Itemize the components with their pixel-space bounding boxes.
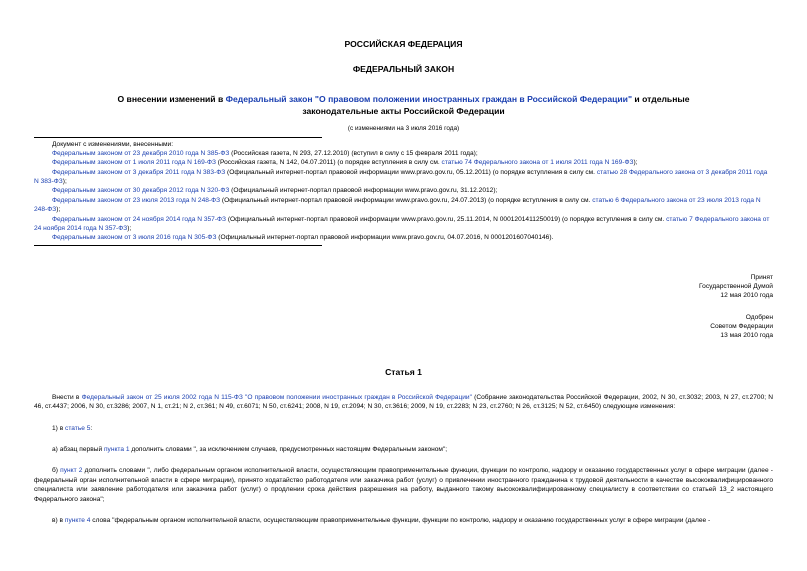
change-item <box>34 196 773 215</box>
change-item-text: (Официальный интернет-портал правовой информации www.pravo.gov.ru, 25.11.2014, N 0001201411250019) (о порядке вступления в силу см. <box>226 215 667 223</box>
paragraph-text: б) <box>52 467 61 475</box>
paragraph-text: в) в <box>52 516 65 524</box>
change-item-text: ); <box>56 206 61 214</box>
law-type-heading: ФЕДЕРАЛЬНЫЙ ЗАКОН <box>352 64 455 75</box>
law-115-link[interactable]: Федеральный закон от 25 июля 2002 года N 115-ФЗ "О правовом положении иностранных граждан в Российской Федерации" <box>81 394 472 401</box>
duma-date: 12 мая 2010 года <box>720 292 773 300</box>
entry-into-force-link[interactable]: статью 28 Федерального закона от 3 декабря 2011 года N 383-ФЗ <box>34 168 768 186</box>
changes-intro: Документ с изменениями, внесенными: <box>52 140 174 148</box>
amending-law-link[interactable]: Федеральным законом от 23 июля 2013 года N 248-ФЗ <box>52 196 221 204</box>
article-paragraph <box>34 393 773 412</box>
changes-list <box>34 140 773 243</box>
entry-into-force-link[interactable]: статью 6 Федерального закона от 23 июля 2013 года N 248-ФЗ <box>34 196 761 214</box>
amending-law-link[interactable]: Федеральным законом от 3 декабря 2011 года N 383-ФЗ <box>52 168 226 176</box>
change-item <box>34 233 773 242</box>
paragraph-text: дополнить словами ", либо федеральным органом исполнительной власти, осуществляющим правоприменительные функции, функции по контролю, надзору и оказанию государственных услуг в сфере миграции (далее - федеральный орган исполнительной власти в сфере миграции), принято ходатайство работодателя или заказчика работ (услуг) о привлечении иностранного гражданина к трудовой деятельности в качестве высококвалифицированного специалиста или заявление работодателя или заказчика работ (услуг) о продлении срока действия разрешения на работу, выданного такому высококвалифицированному специалисту в соответствии со статьей 13_2 настоящего Федерального закона"; <box>34 467 773 503</box>
duma-label: Государственной Думой <box>699 283 773 290</box>
change-item <box>34 149 773 158</box>
as-of-note: (с изменениями на 3 июля 2016 года) <box>347 124 460 132</box>
adoption-block <box>34 273 773 341</box>
amending-law-link[interactable]: Федеральным законом от 3 июля 2016 года N 305-ФЗ <box>52 234 217 242</box>
amending-law-link[interactable]: Федеральным законом от 30 декабря 2012 года N 320-ФЗ <box>52 187 230 195</box>
paragraph-text: слова "федеральным органом исполнительной власти, осуществляющим правоприменительные функции, функции по контролю, надзору и оказанию государственных услуг в сфере миграции (далее - <box>90 516 711 524</box>
accepted-label: Принят <box>750 273 773 281</box>
article-paragraph <box>34 516 773 525</box>
article-paragraph <box>34 424 773 433</box>
council-label: Советом Федерации <box>710 323 773 331</box>
article-body <box>34 393 773 525</box>
approved-label: Одобрен <box>745 313 773 321</box>
entry-into-force-link[interactable]: статью 7 Федерального закона от 24 ноября 2014 года N 357-ФЗ <box>34 215 770 232</box>
change-item-text: (Официальный интернет-портал правовой информации www.pravo.gov.ru, 31.12.2012); <box>229 187 498 195</box>
point-1-link[interactable]: пункта 1 <box>103 446 130 454</box>
change-item-text: ); <box>62 178 67 186</box>
law-title-text-1: О внесении изменений в <box>117 94 226 105</box>
paragraph-text: а) абзац первый <box>52 446 104 454</box>
change-item-text: (Российская газета, N 142, 04.07.2011) (о порядке вступления в силу см. <box>215 159 442 167</box>
council-date: 13 мая 2010 года <box>720 332 773 340</box>
amending-law-link[interactable]: Федеральным законом от 24 ноября 2014 года N 357-ФЗ <box>52 215 227 223</box>
paragraph-text: Внести в <box>52 394 82 401</box>
change-item-text: ); <box>633 159 638 167</box>
law-title-link[interactable]: Федеральный закон "О правовом положении иностранных граждан в Российской Федерации" <box>225 94 633 105</box>
article-5-link[interactable]: статье 5 <box>65 424 91 432</box>
paragraph-text: дополнить словами ", за исключением случаев, предусмотренных настоящим Федеральным законом"; <box>129 446 448 454</box>
change-item-text: (Официальный интернет-портал правовой информации www.pravo.gov.ru, 04.07.2016, N 0001201607040146). <box>216 234 554 242</box>
point-2-link[interactable]: пункт 2 <box>60 467 83 475</box>
article-heading: Статья 1 <box>385 366 422 377</box>
change-item <box>34 186 773 195</box>
paragraph-text: 1) в <box>52 424 66 432</box>
paragraph-text: : <box>90 424 93 432</box>
country-heading: РОССИЙСКАЯ ФЕДЕРАЦИЯ <box>344 39 463 49</box>
paragraph-text: (Собрание законодательства Российской Федерации, 2002, N 30, ст.3032; 2003, N 27, ст.2700; N 46, ст.4437; 2006, N 30, ст.3286; 2007, N 1, ст.21; N 2, ст.361; N 49, ст.6071; N 50, ст.6241; 2008, N 19, ст.2094; N 30, ст.3616; 2009, N 19, ст.2283; N 23, ст.2760; N 26, ст.3125; N 52, ст.6450) следующие изменения: <box>34 394 774 411</box>
entry-into-force-link[interactable]: статью 74 Федерального закона от 1 июля 2011 года N 169-ФЗ <box>441 159 634 167</box>
change-item-text: (Официальный интернет-портал правовой информации www.pravo.gov.ru, 05.12.2011) (о порядке вступления в силу см. <box>225 168 597 176</box>
article-paragraph <box>34 466 773 503</box>
divider-top <box>34 137 322 138</box>
change-item-text: (Российская газета, N 293, 27.12.2010) (вступил в силу с 15 февраля 2011 года); <box>229 150 478 158</box>
law-title-text-2: и отдельные законодательные акты Российской Федерации <box>302 94 690 116</box>
change-item-text: (Официальный интернет-портал правовой информации www.pravo.gov.ru, 24.07.2013) (о порядке вступления в силу см. <box>220 196 593 204</box>
change-item-text: ); <box>127 224 132 232</box>
change-item <box>34 158 773 167</box>
article-paragraph <box>34 445 773 454</box>
amending-law-link[interactable]: Федеральным законом от 23 декабря 2010 года N 385-ФЗ <box>52 150 230 158</box>
change-item <box>34 168 773 187</box>
point-4-link[interactable]: пункте 4 <box>64 516 91 524</box>
divider-bottom <box>34 245 322 246</box>
law-title <box>34 94 773 117</box>
amending-law-link[interactable]: Федеральным законом от 1 июля 2011 года N 169-ФЗ <box>52 159 216 167</box>
change-item <box>34 215 773 234</box>
